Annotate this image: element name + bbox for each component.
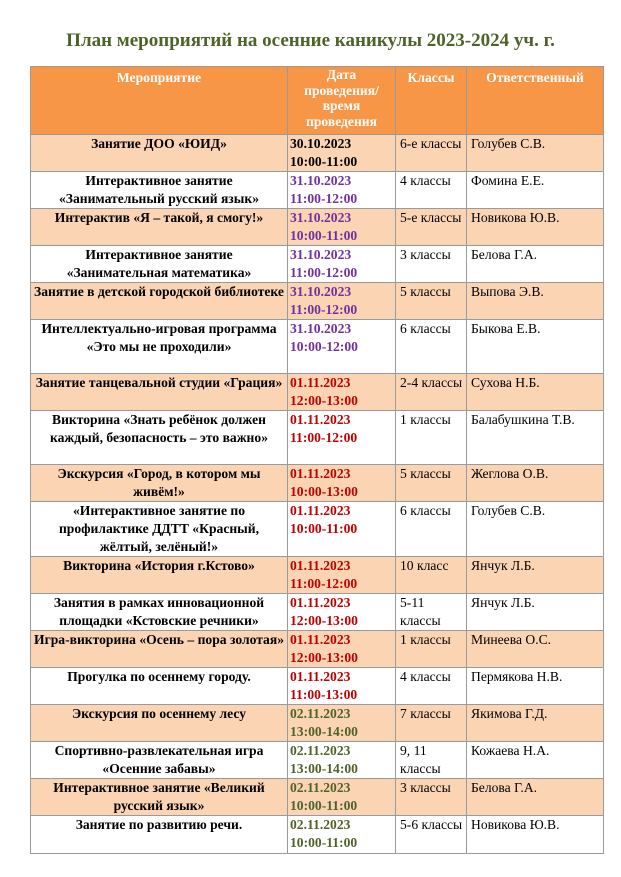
event-datetime [288,557,396,594]
event-date: 02.11.2023 [290,706,351,721]
event-name: Интерактивное занятие «Занимательная математика» [31,246,288,283]
event-classes: 5 классы [396,283,467,320]
event-classes: 3 классы [396,779,467,816]
event-classes: 5 классы [396,465,467,502]
event-date: 30.10.2023 [290,136,352,151]
table-row [31,594,604,631]
event-date: 02.11.2023 [290,817,351,832]
event-date: 02.11.2023 [290,780,351,795]
event-date: 01.11.2023 [290,595,351,610]
event-date: 01.11.2023 [290,669,351,684]
table-row [31,502,604,557]
table-body [31,135,604,854]
event-name: Викторина «История г.Кстово» [31,557,288,594]
event-time: 10:00-13:00 [290,484,358,499]
event-time: 11:00-12:00 [290,265,358,280]
event-classes: 5-11 классы [396,594,467,631]
event-name: Занятие по развитию речи. [31,816,288,854]
header-responsible: Ответственный [467,67,604,135]
table-row [31,411,604,465]
event-datetime [288,502,396,557]
table-row [31,374,604,411]
event-name: «Интерактивное занятие по профилактике ДДТТ «Красный, жёлтый, зелёный!» [31,502,288,557]
event-date: 31.10.2023 [290,210,352,225]
event-name: Интеллектуально-игровая программа «Это мы не проходили» [31,320,288,374]
table-row [31,557,604,594]
event-responsible: Выпова Э.В. [467,283,604,320]
event-name: Интерактивное занятие «Занимательный русский язык» [31,172,288,209]
table-header-row [31,67,604,135]
event-datetime [288,411,396,465]
table-row [31,816,604,854]
event-name: Занятия в рамках инновационной площадки «Кстовские речники» [31,594,288,631]
event-datetime [288,631,396,668]
event-datetime [288,320,396,374]
event-date: 01.11.2023 [290,412,351,427]
table-row [31,320,604,374]
header-date: Дата проведения/ время проведения [288,67,396,135]
event-name: Игра-викторина «Осень – пора золотая» [31,631,288,668]
table-row [31,705,604,742]
event-datetime [288,246,396,283]
event-classes: 1 классы [396,631,467,668]
event-time: 10:00-11:00 [290,154,358,169]
event-name: Занятие танцевальной студии «Грация» [31,374,288,411]
event-time: 11:00-12:00 [290,576,358,591]
table-row [31,135,604,172]
page-title: План мероприятий на осенние каникулы 2023-2024 уч. г. [66,30,555,51]
event-responsible: Новикова Ю.В. [467,816,604,854]
table-row [31,283,604,320]
event-responsible: Балабушкина Т.В. [467,411,604,465]
table-row [31,172,604,209]
event-datetime [288,283,396,320]
event-classes: 3 классы [396,246,467,283]
event-responsible: Новикова Ю.В. [467,209,604,246]
table-row [31,779,604,816]
event-responsible: Голубев С.В. [467,502,604,557]
event-classes: 6-е классы [396,135,467,172]
event-responsible: Кожаева Н.А. [467,742,604,779]
event-time: 13:00-14:00 [290,724,358,739]
event-name: Интерактив «Я – такой, я смогу!» [31,209,288,246]
event-responsible: Пермякова Н.В. [467,668,604,705]
event-responsible: Белова Г.А. [467,246,604,283]
event-name: Викторина «Знать ребёнок должен каждый, безопасность – это важно» [31,411,288,465]
event-time: 12:00-13:00 [290,613,358,628]
event-responsible: Янчук Л.Б. [467,594,604,631]
event-responsible: Якимова Г.Д. [467,705,604,742]
event-classes: 2-4 классы [396,374,467,411]
event-classes: 7 классы [396,705,467,742]
event-responsible: Белова Г.А. [467,779,604,816]
event-time: 12:00-13:00 [290,650,358,665]
event-responsible: Минеева О.С. [467,631,604,668]
event-name: Экскурсия по осеннему лесу [31,705,288,742]
event-responsible: Быкова Е.В. [467,320,604,374]
header-event: Мероприятие [31,67,288,135]
event-time: 11:00-12:00 [290,191,358,206]
event-datetime [288,465,396,502]
table-row [31,465,604,502]
header-classes: Классы [396,67,467,135]
event-classes: 5-е классы [396,209,467,246]
event-classes: 5-6 классы [396,816,467,854]
event-datetime [288,742,396,779]
event-name: Прогулка по осеннему городу. [31,668,288,705]
event-time: 12:00-13:00 [290,393,358,408]
event-responsible: Фомина Е.Е. [467,172,604,209]
event-responsible: Сухова Н.Б. [467,374,604,411]
event-datetime [288,816,396,854]
event-name: Занятие в детской городской библиотеке [31,283,288,320]
table-row [31,209,604,246]
event-name: Экскурсия «Город, в котором мы живём!» [31,465,288,502]
event-date: 31.10.2023 [290,284,352,299]
event-classes: 4 классы [396,172,467,209]
event-date: 31.10.2023 [290,321,352,336]
event-classes: 6 классы [396,502,467,557]
event-name: Занятие ДОО «ЮИД» [31,135,288,172]
event-classes: 10 класс [396,557,467,594]
event-time: 10:00-12:00 [290,339,358,354]
event-name: Интерактивное занятие «Великий русский язык» [31,779,288,816]
table-row [31,246,604,283]
event-time: 11:00-12:00 [290,302,358,317]
event-datetime [288,779,396,816]
event-classes: 6 классы [396,320,467,374]
events-table [30,66,604,854]
event-time: 10:00-11:00 [290,521,358,536]
event-date: 01.11.2023 [290,503,351,518]
event-datetime [288,668,396,705]
event-datetime [288,374,396,411]
event-time: 10:00-11:00 [290,228,358,243]
event-time: 10:00-11:00 [290,798,358,813]
table-row [31,631,604,668]
event-date: 01.11.2023 [290,375,351,390]
event-datetime [288,705,396,742]
event-datetime [288,172,396,209]
table-row [31,742,604,779]
event-date: 01.11.2023 [290,558,351,573]
table-row [31,668,604,705]
event-date: 02.11.2023 [290,743,351,758]
event-date: 01.11.2023 [290,466,351,481]
event-responsible: Янчук Л.Б. [467,557,604,594]
event-responsible: Голубев С.В. [467,135,604,172]
event-classes: 1 классы [396,411,467,465]
event-date: 31.10.2023 [290,173,352,188]
event-classes: 4 классы [396,668,467,705]
event-date: 01.11.2023 [290,632,351,647]
event-time: 11:00-12:00 [290,430,358,445]
event-time: 11:00-13:00 [290,687,358,702]
event-name: Спортивно-развлекательная игра «Осенние забавы» [31,742,288,779]
event-datetime [288,135,396,172]
event-responsible: Жеглова О.В. [467,465,604,502]
event-date: 31.10.2023 [290,247,352,262]
event-time: 13:00-14:00 [290,761,358,776]
event-datetime [288,209,396,246]
event-classes: 9, 11 классы [396,742,467,779]
event-time: 10:00-11:00 [290,835,358,850]
event-datetime [288,594,396,631]
